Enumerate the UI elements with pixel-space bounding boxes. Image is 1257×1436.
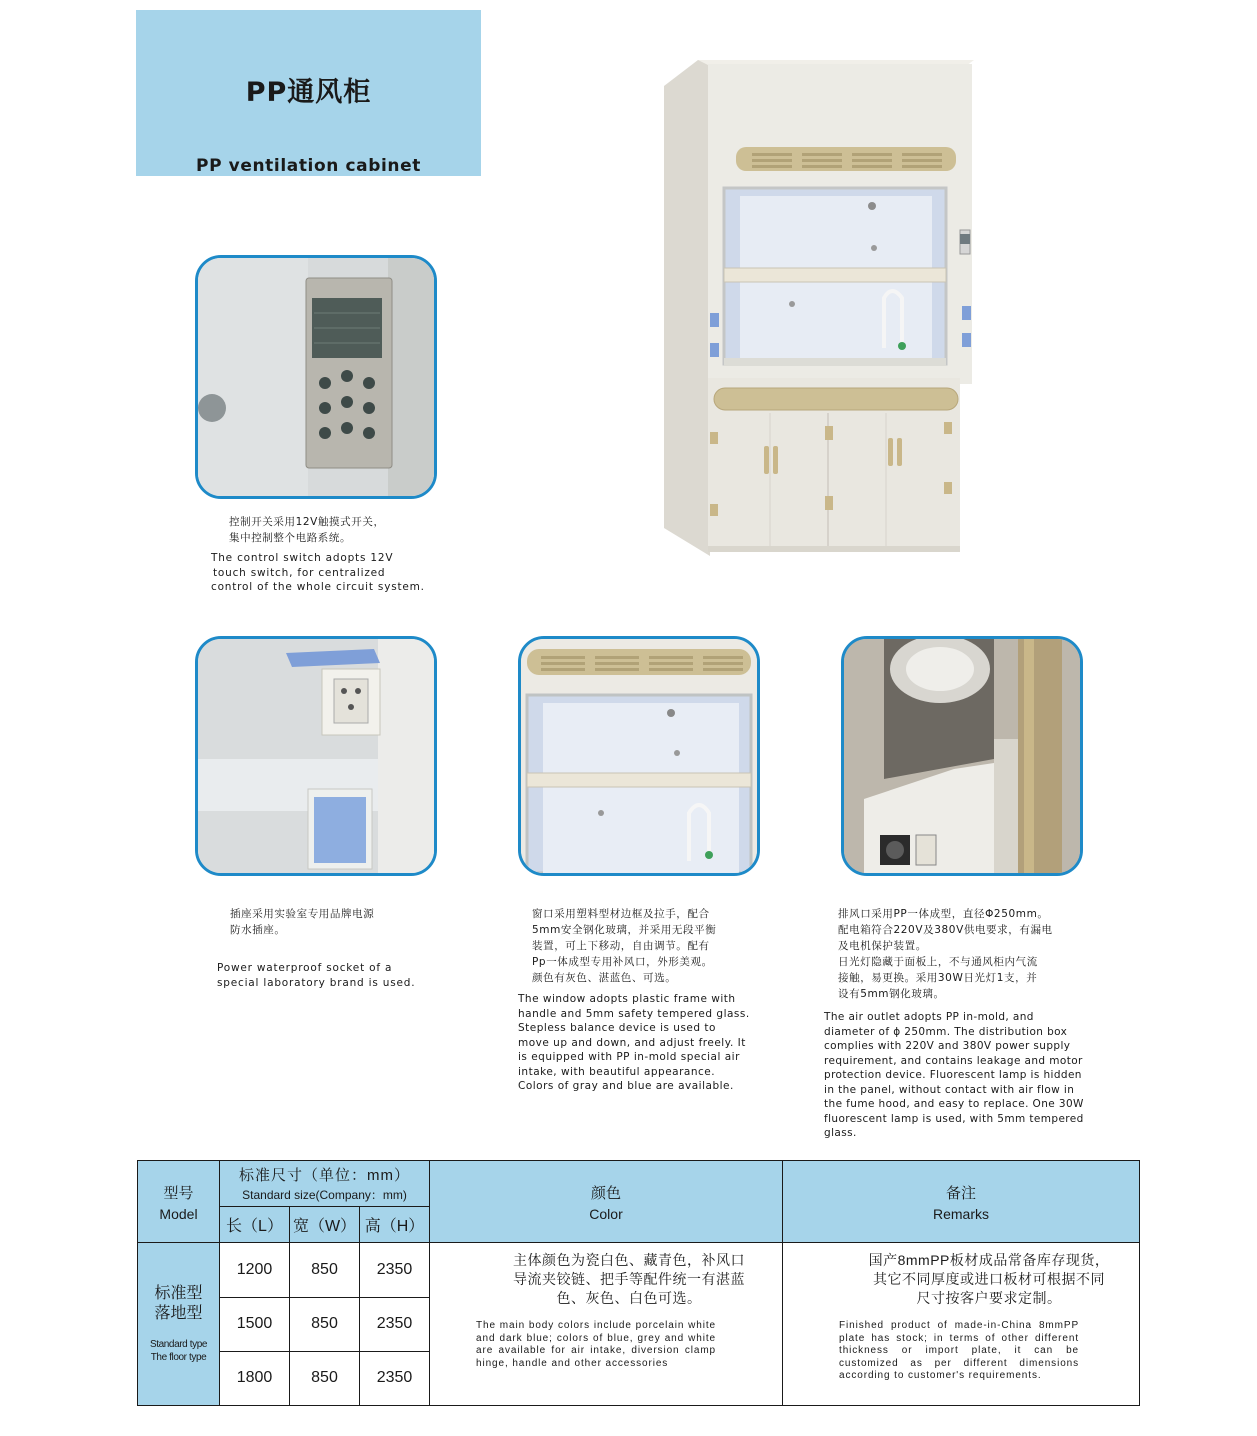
text-line: 接触，易更换。采用30W日光灯1支，并	[838, 972, 1038, 984]
color-description	[430, 1243, 783, 1406]
text-line: special laboratory brand is used.	[217, 976, 416, 989]
text-line: control of the whole circuit system.	[211, 581, 425, 593]
type-cn-2: 落地型	[154, 1305, 203, 1323]
remarks-header-en: Remarks	[933, 1205, 990, 1222]
text-line: 色、灰色、白色可选。	[556, 1290, 702, 1307]
model-header	[138, 1161, 220, 1243]
text-line: 窗口采用塑料型材边框及拉手，配合	[532, 908, 710, 920]
text-line: 日光灯隐藏于面板上，不与通风柜内气流	[838, 956, 1038, 968]
row-2-width: 850	[290, 1297, 360, 1351]
size-header-en: Standard size(Company：mm)	[242, 1188, 407, 1203]
text-line: the fume hood, and easy to replace. One 30W	[824, 1098, 1084, 1110]
text-line: Pp一体成型专用补风口，外形美观。	[532, 956, 713, 968]
width-header: 宽（W）	[290, 1207, 360, 1243]
color-header	[430, 1161, 783, 1243]
color-text-cn	[476, 1251, 782, 1308]
color-text-en: The main body colors include porcelain white and dark blue; colors of blue, grey and white are available for air intake, diversion clamp hinge, handle and other accessories	[476, 1320, 717, 1369]
type-cell	[138, 1243, 220, 1406]
text-line: 控制开关采用12V触摸式开关，	[229, 516, 385, 528]
text-line: requirement, and contains leakage and motor	[824, 1054, 1083, 1067]
text-line: Power waterproof socket of a	[217, 962, 393, 974]
row-2-length: 1500	[220, 1297, 290, 1351]
text-line: 装置，可上下移动，自由调节。配有	[532, 940, 710, 952]
text-line: 颜色有灰色、湛蓝色、可选。	[532, 972, 677, 984]
length-header: 长（L）	[220, 1207, 290, 1243]
page-subtitle: PP ventilation cabinet	[196, 156, 421, 176]
air-outlet-text-en	[824, 1010, 1098, 1141]
row-1-width: 850	[290, 1243, 360, 1297]
text-line: is equipped with PP in-mold special air	[518, 1051, 740, 1063]
size-header	[220, 1161, 430, 1207]
socket-photo	[195, 636, 437, 876]
text-line: complies with 220V and 380V power supply	[824, 1040, 1071, 1052]
socket-text-cn	[230, 906, 374, 938]
text-line: 主体颜色为瓷白色、藏青色，补风口	[513, 1252, 746, 1269]
remarks-header	[783, 1161, 1140, 1243]
text-line: 导流夹铰链、把手等配件统一有湛蓝	[513, 1271, 746, 1288]
window-text-en	[518, 992, 758, 1094]
model-header-en: Model	[159, 1205, 198, 1222]
text-line: 插座采用实验室专用品牌电源	[230, 908, 375, 920]
text-line: move up and down, and adjust freely. It	[518, 1036, 746, 1049]
type-cn-1: 标准型	[154, 1285, 203, 1303]
remarks-text-cn	[839, 1251, 1139, 1308]
text-line: glass.	[824, 1127, 857, 1139]
text-line: 国产8mmPP板材成品常备库存现货，	[868, 1252, 1110, 1269]
header-box	[136, 10, 481, 176]
text-line: 防水插座。	[230, 924, 286, 936]
text-line: 配电箱符合220V及380V供电要求，有漏电	[838, 924, 1053, 936]
text-line: fluorescent lamp is used, with 5mm tempered	[824, 1112, 1084, 1125]
text-line: protection device. Fluorescent lamp is hidden	[824, 1069, 1082, 1081]
spec-table	[137, 1160, 1140, 1406]
window-text-cn	[532, 906, 716, 986]
text-line: 排风口采用PP一体成型，直径Φ250mm。	[838, 908, 1049, 920]
row-2-height: 2350	[360, 1297, 430, 1351]
text-line: Colors of gray and blue are available.	[518, 1080, 734, 1092]
air-outlet-photo	[841, 636, 1083, 876]
size-header-cn: 标准尺寸（单位：mm）	[239, 1167, 410, 1185]
text-line: 5mm安全钢化玻璃，并采用无段平衡	[532, 924, 717, 936]
text-line: 尺寸按客户要求定制。	[916, 1290, 1062, 1307]
text-line: 其它不同厚度或进口板材可根据不同	[873, 1271, 1106, 1288]
text-line: intake, with beautiful appearance.	[518, 1065, 716, 1078]
color-header-cn: 颜色	[591, 1184, 622, 1202]
text-line: 集中控制整个电路系统。	[229, 532, 352, 544]
remarks-header-cn: 备注	[946, 1184, 977, 1202]
remarks-text-en: Finished product of made-in-China 8mmPP plate has stock; in terms of other different thickness or import plate, it can be customized as per different dimensions according to customer's requirements.	[839, 1320, 1080, 1382]
remarks-description	[783, 1243, 1140, 1406]
type-en-2: The floor type	[150, 1352, 207, 1364]
air-outlet-text-cn	[838, 906, 1053, 1002]
row-1-height: 2350	[360, 1243, 430, 1297]
text-line: 设有5mm钢化玻璃。	[838, 988, 945, 1000]
text-line: The window adopts plastic frame with	[518, 993, 736, 1005]
color-header-en: Color	[589, 1205, 623, 1222]
text-line: touch switch, for centralized	[213, 566, 386, 579]
control-switch-text-cn	[229, 514, 385, 546]
height-header: 高（H）	[360, 1207, 430, 1243]
text-line: 及电机保护装置。	[838, 940, 927, 952]
page-title: PP通风柜	[245, 77, 372, 108]
text-line: The control switch adopts 12V	[211, 552, 394, 564]
model-header-cn: 型号	[163, 1184, 194, 1202]
text-line: The air outlet adopts PP in-mold, and	[824, 1011, 1034, 1023]
fume-hood-image	[662, 58, 980, 558]
row-3-length: 1800	[220, 1351, 290, 1405]
text-line: handle and 5mm safety tempered glass.	[518, 1007, 750, 1020]
control-switch-photo	[195, 255, 437, 499]
socket-text-en	[217, 961, 415, 990]
window-photo	[518, 636, 760, 876]
control-switch-text-en	[211, 551, 425, 595]
text-line: in the panel, without contact with air flow in	[824, 1083, 1075, 1096]
type-en-1: Standard type	[149, 1339, 208, 1351]
row-3-height: 2350	[360, 1351, 430, 1405]
row-3-width: 850	[290, 1351, 360, 1405]
row-1-length: 1200	[220, 1243, 290, 1297]
text-line: Stepless balance device is used to	[518, 1022, 716, 1034]
text-line: diameter of ϕ 250mm. The distribution box	[824, 1025, 1068, 1038]
